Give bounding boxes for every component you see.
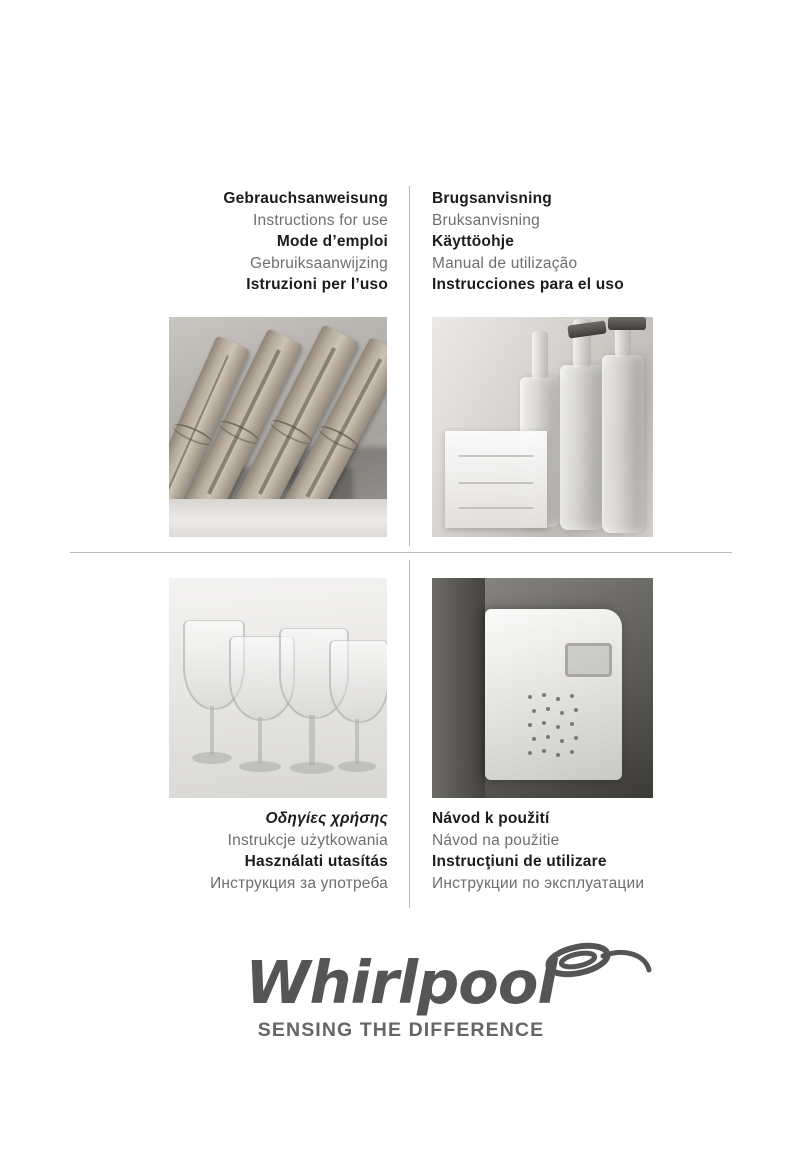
glass-bowl xyxy=(329,640,387,723)
glass-foot xyxy=(239,761,281,772)
brand-tagline: SENSING THE DIFFERENCE xyxy=(257,1019,545,1041)
language-list-top-right xyxy=(432,188,672,296)
glass-foot xyxy=(338,761,376,772)
table-surface xyxy=(169,499,387,537)
basket-perforations xyxy=(526,691,595,760)
language-list-bottom-right xyxy=(432,808,682,894)
basket-slot-line xyxy=(459,482,532,484)
language-label-cs: Návod k použití xyxy=(432,810,550,827)
vertical-divider-top xyxy=(409,186,410,546)
basket-slot-line xyxy=(459,455,532,457)
language-label-nl: Gebruiksaanwijzing xyxy=(250,254,388,272)
brand-logo xyxy=(0,948,802,1042)
wine-glass xyxy=(329,640,385,778)
language-label-en: Instructions for use xyxy=(253,211,388,229)
language-list-bottom-left xyxy=(168,808,388,894)
language-label-es: Instrucciones para el uso xyxy=(432,276,624,293)
language-label-fr: Mode d’emploi xyxy=(276,233,388,250)
language-label-fi: Käyttöohje xyxy=(432,233,515,250)
language-label-de: Gebrauchsanweisung xyxy=(223,190,388,207)
language-label-da: Brugsanvisning xyxy=(432,190,552,207)
photo-dishwasher-basket xyxy=(432,578,653,798)
photo-background xyxy=(432,578,653,798)
whirlpool-swirl-icon xyxy=(545,940,655,986)
peg-spring xyxy=(171,420,214,449)
language-label-sk: Návod na použitie xyxy=(432,831,560,849)
glass-stem xyxy=(355,719,359,765)
glass-stem xyxy=(258,717,263,764)
brand-name: Whirlpool xyxy=(245,948,557,1017)
photo-glass-bottles xyxy=(432,317,653,537)
basket-white-panel xyxy=(485,609,622,781)
glass-bottle xyxy=(602,355,644,533)
glass-bottle xyxy=(560,365,604,530)
vertical-divider-bottom xyxy=(409,560,410,908)
language-label-pl: Instrukcje użytkowania xyxy=(227,831,388,849)
bottle-neck xyxy=(532,331,548,379)
language-label-ro: Instrucţiuni de utilizare xyxy=(432,853,607,870)
bottle-cap xyxy=(608,317,646,330)
photo-wooden-clothes-pegs xyxy=(169,317,387,537)
language-label-sv: Bruksanvisning xyxy=(432,211,540,229)
photo-background xyxy=(169,317,387,537)
glass-stem xyxy=(210,706,215,756)
horizontal-divider xyxy=(70,552,732,553)
glass-foot xyxy=(192,752,231,764)
peg-spring xyxy=(316,422,361,454)
language-label-hu: Használati utasítás xyxy=(244,853,388,870)
basket-dark-edge xyxy=(432,578,485,798)
language-label-ru: Инструкции по эксплуатации xyxy=(432,874,645,892)
photo-wine-glasses xyxy=(169,578,387,798)
basket-front-panel xyxy=(445,431,547,528)
photo-background xyxy=(169,578,387,798)
language-label-bg: Инструкция за употреба xyxy=(210,874,388,892)
basket-handle xyxy=(565,643,612,676)
photo-background xyxy=(432,317,653,537)
glass-stem xyxy=(309,715,314,765)
language-list-top-left xyxy=(168,188,388,296)
language-label-pt: Manual de utilização xyxy=(432,254,578,272)
peg-spring xyxy=(268,416,315,449)
language-label-el: Οδηγίες χρήσης xyxy=(265,810,388,827)
basket-slot-line xyxy=(459,507,532,509)
peg-spring xyxy=(216,417,261,448)
language-label-it: Istruzioni per l’uso xyxy=(246,276,388,293)
glass-foot xyxy=(290,762,335,774)
